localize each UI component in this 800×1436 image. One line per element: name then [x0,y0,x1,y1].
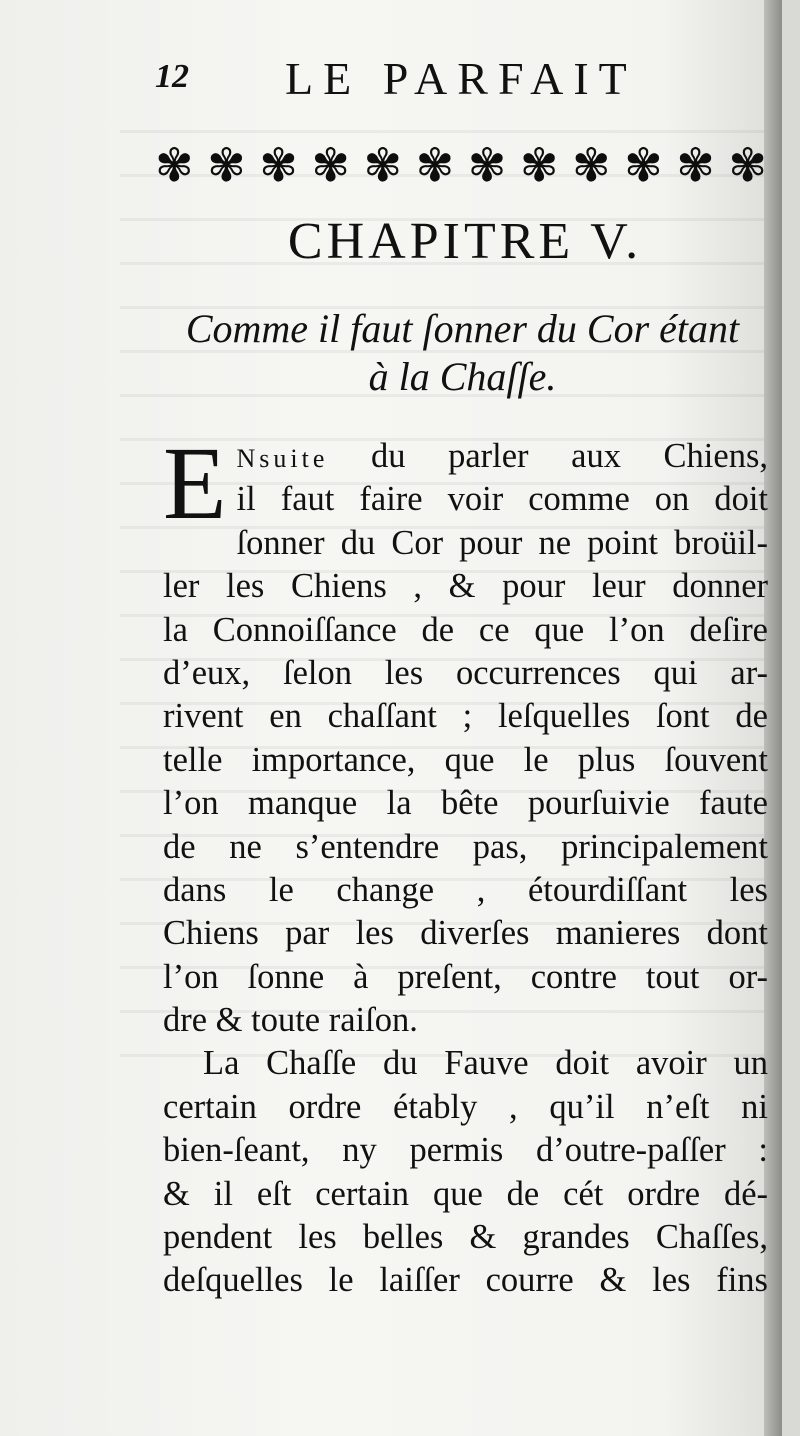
ornament-flower-icon: ✾ [311,138,350,192]
ornament-flower-icon: ✾ [519,138,559,192]
ornament-flower-icon: ✾ [728,138,767,192]
text-line: d’eux, ſelon les occurrences qui ar- [163,653,768,692]
text-line: telle importance, que le plus ſouvent [163,740,768,779]
chapter-title: CHAPITRE V. [287,213,643,270]
ornament-band [155,136,767,194]
paragraph-1 [163,522,768,1043]
ornament-flower-icon: ✾ [676,138,715,192]
text-line: l’on ſonne à preſent, contre tout or- [163,957,768,996]
opening-word: Nsuite [236,444,329,473]
text-line: Chiens par les diverſes manieres dont [163,914,768,953]
text-line: & il eſt certain que de cét ordre dé- [163,1174,768,1213]
ornament-flower-icon: ✾ [415,138,455,192]
subtitle-line-1: Comme il faut ſonner du Cor étant [185,306,740,351]
chapter-subtitle [160,305,765,401]
page-number: 12 [155,58,189,95]
running-head: LE PARFAIT [285,53,637,104]
text-line: il faut faire voir comme on doit [236,480,768,519]
ornament-flower-icon: ✾ [155,138,194,192]
text-line: dans le change , étourdiſſant les [163,870,768,909]
ornament-flower-icon: ✾ [207,138,246,192]
drop-cap: E [163,426,227,541]
ornament-flower-icon: ✾ [624,138,663,192]
text-line: certain ordre étably , qu’il n’eſt ni [163,1087,768,1126]
text-line: ſonner du Cor pour ne point broüil- [236,523,768,562]
opening-line-rest: du parler aux Chiens, [371,437,768,475]
text-line: dre & toute raiſon. [163,1001,418,1040]
text-line: pendent les belles & grandes Chaſſes, [163,1218,768,1257]
text-line: rivent en chaſſant ; leſquelles ſont de [163,697,768,736]
text-line: deſquelles le laiſſer courre & les fins [163,1261,768,1300]
ornament-flower-icon: ✾ [259,138,298,192]
text-line: bien-ſeant, ny permis d’outre-paſſer : [163,1131,768,1170]
ornament-flower-icon: ✾ [572,138,611,192]
ornament-flower-icon: ✾ [467,138,507,192]
text-line: La Chaſſe du Fauve doit avoir un [203,1044,768,1083]
subtitle-line-2: à la Chaſſe. [368,354,557,399]
text-line: la Connoiſſance de ce que l’on deſire [163,610,768,649]
text-line: l’on manque la bête pourſuivie faute [163,784,768,823]
ornament-flower-icon: ✾ [363,138,403,192]
paragraph-1-opening [163,426,768,541]
text-line: de ne s’entendre pas, principalement [163,827,768,866]
paragraph-2 [163,1042,768,1302]
page-header [155,48,675,108]
body-text [163,426,768,1303]
text-line [163,435,768,478]
text-line: ler les Chiens , & pour leur donner [163,567,768,606]
